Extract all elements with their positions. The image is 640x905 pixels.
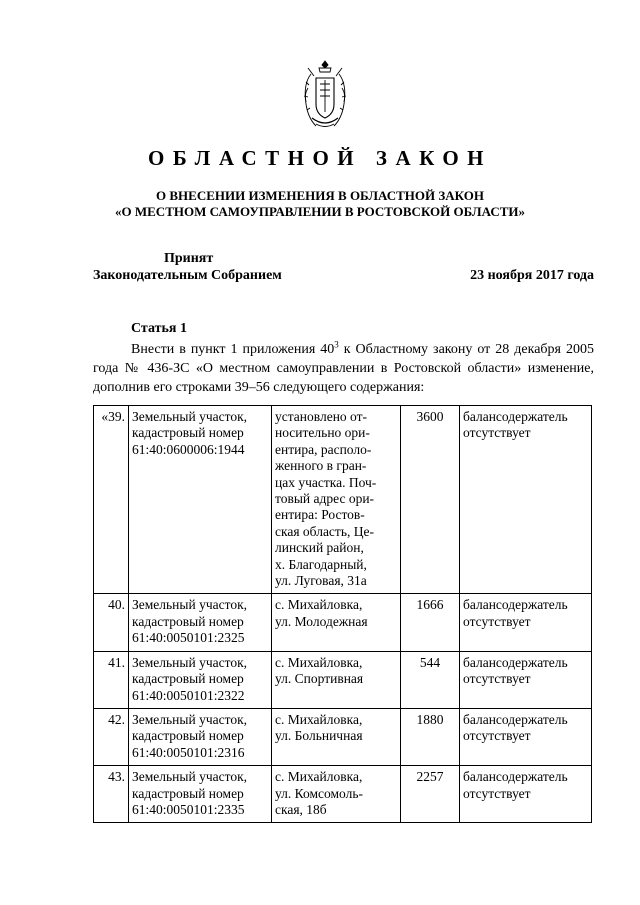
object-cell — [129, 651, 272, 708]
object-line: 61:40:0050101:2335 — [132, 801, 245, 817]
holder-line: балансодержатель — [463, 769, 568, 785]
object-line: Земельный участок, — [132, 409, 248, 424]
address-line: с. Михайловка, — [275, 654, 363, 670]
holder-cell — [460, 651, 592, 708]
area-cell: 2257 — [401, 766, 460, 823]
appendix-superscript: 3 — [334, 339, 339, 350]
address-line: ентира, располо- — [275, 441, 372, 457]
address-line: ул. Комсомоль- — [275, 785, 364, 801]
address-line: с. Михайловка, — [275, 769, 363, 785]
address-line: носительно ори- — [275, 425, 370, 441]
address-cell — [272, 406, 401, 594]
area-cell: 1880 — [401, 708, 460, 765]
object-line: кадастровый номер — [132, 785, 244, 801]
address-cell — [272, 766, 401, 823]
holder-line: балансодержатель — [463, 711, 568, 727]
table-row — [94, 594, 592, 651]
table-row — [94, 406, 592, 594]
object-line: кадастровый номер — [132, 425, 244, 441]
address-line: ентира: Ростов- — [275, 507, 365, 523]
address-line: цах участка. Поч- — [275, 474, 377, 490]
row-number-cell: 41. — [94, 651, 129, 708]
address-line: женного в гран- — [275, 458, 367, 474]
area-cell: 3600 — [401, 406, 460, 594]
address-line: х. Благодарный, — [275, 556, 367, 572]
address-line: с. Михайловка, — [275, 711, 363, 727]
address-line: ул. Молодежная — [275, 613, 368, 629]
object-line: кадастровый номер — [132, 728, 244, 744]
address-line: ская, 18б — [275, 801, 327, 817]
object-line: кадастровый номер — [132, 613, 244, 629]
row-number-cell: 43. — [94, 766, 129, 823]
object-line: Земельный участок, — [132, 597, 248, 613]
object-line: Земельный участок, — [132, 711, 248, 727]
address-line: установлено от- — [275, 409, 368, 424]
object-line: 61:40:0050101:2322 — [132, 687, 245, 703]
object-cell — [129, 766, 272, 823]
address-line: ул. Спортивная — [275, 671, 364, 687]
holder-line: балансодержатель — [463, 654, 568, 670]
address-line: линский район, — [275, 540, 364, 556]
object-line: Земельный участок, — [132, 769, 248, 785]
adopted-by-label: Законодательным Собранием — [93, 268, 282, 283]
holder-line: балансодержатель — [463, 597, 568, 613]
holder-cell — [460, 766, 592, 823]
address-cell — [272, 594, 401, 651]
address-cell — [272, 708, 401, 765]
address-line: с. Михайловка, — [275, 597, 363, 613]
law-subtitle-line1: О ВНЕСЕНИИ ИЗМЕНЕНИЯ В ОБЛАСТНОЙ ЗАКОН — [156, 188, 484, 203]
address-line: товый адрес ори- — [275, 491, 375, 507]
address-line: ул. Больничная — [275, 728, 363, 744]
article-text-end: к Областному закону от 28 декабря 2005 года № 436-ЗС «О местном самоуправлении в Ростовской области» изменение, дополнив его строками 39–56 следующего содержания: — [93, 342, 594, 395]
table-row — [94, 651, 592, 708]
address-line: ская область, Це- — [275, 523, 374, 539]
row-number-cell: «39. — [94, 406, 129, 594]
row-number-cell: 40. — [94, 594, 129, 651]
adopted-label: Принят — [164, 251, 214, 266]
address-line: ул. Луговая, 31а — [275, 573, 367, 589]
area-cell: 1666 — [401, 594, 460, 651]
article-paragraph — [93, 340, 594, 397]
object-line: 61:40:0050101:2325 — [132, 630, 245, 646]
law-subtitle-line2: «О МЕСТНОМ САМОУПРАВЛЕНИИ В РОСТОВСКОЙ ОБЛАСТИ» — [115, 204, 525, 219]
object-line: 61:40:0600006:1944 — [132, 441, 245, 457]
adoption-date: 23 ноября 2017 года — [470, 268, 594, 283]
object-line: Земельный участок, — [132, 654, 248, 670]
object-cell — [129, 708, 272, 765]
article-heading: Статья 1 — [131, 321, 187, 336]
holder-line: отсутствует — [463, 671, 531, 687]
holder-cell — [460, 594, 592, 651]
area-cell: 544 — [401, 651, 460, 708]
address-cell — [272, 651, 401, 708]
object-cell — [129, 406, 272, 594]
holder-cell — [460, 406, 592, 594]
holder-line: отсутствует — [463, 728, 531, 744]
holder-line: балансодержатель — [463, 409, 568, 424]
coat-of-arms-emblem — [298, 58, 352, 134]
row-number-cell: 42. — [94, 708, 129, 765]
object-cell — [129, 594, 272, 651]
object-line: 61:40:0050101:2316 — [132, 744, 245, 760]
holder-line: отсутствует — [463, 613, 531, 629]
table-row — [94, 708, 592, 765]
land-plots-table — [93, 405, 592, 823]
object-line: кадастровый номер — [132, 671, 244, 687]
holder-line: отсутствует — [463, 425, 531, 441]
holder-line: отсутствует — [463, 785, 531, 801]
table-row — [94, 766, 592, 823]
document-title: ОБЛАСТНОЙ ЗАКОН — [147, 146, 492, 170]
holder-cell — [460, 708, 592, 765]
article-text-start: Внести в пункт 1 приложения 40 — [131, 342, 335, 357]
